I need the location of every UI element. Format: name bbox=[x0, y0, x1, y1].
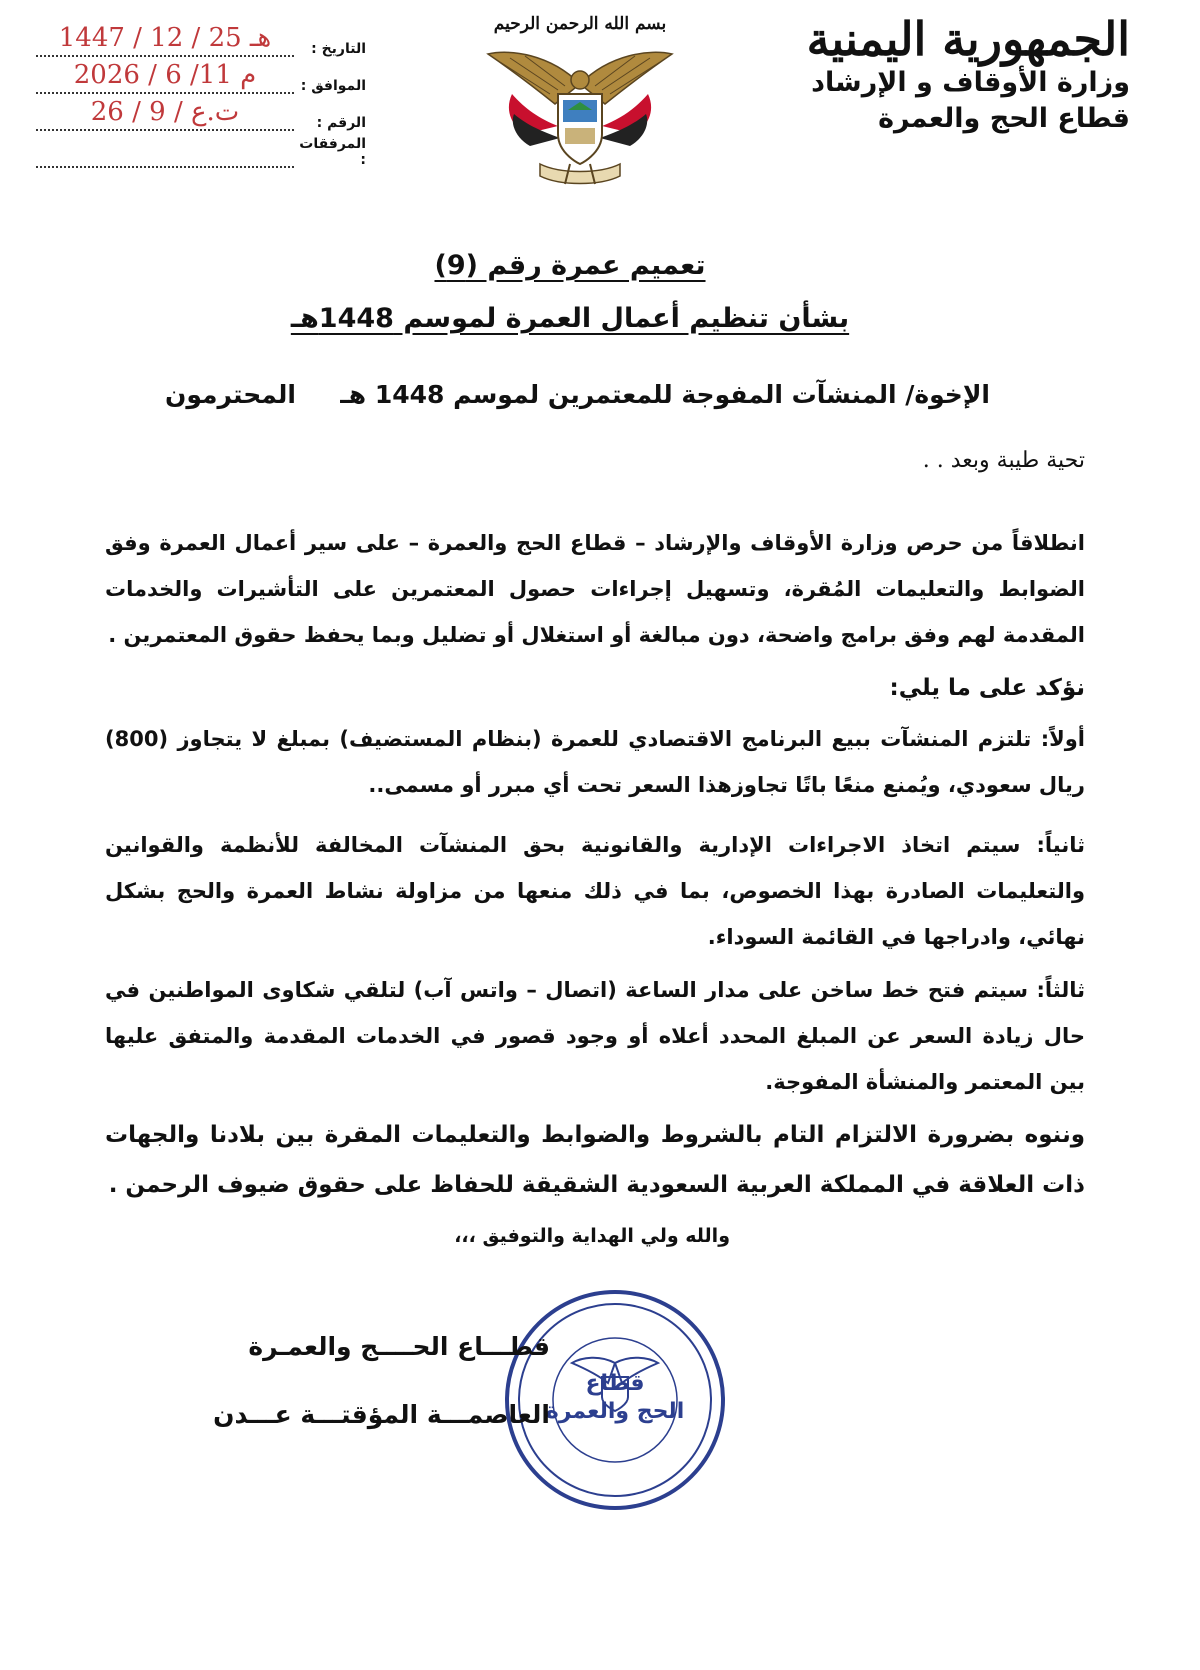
attachments-label: المرفقات : bbox=[299, 136, 366, 168]
stamp-line-1: قطاع bbox=[585, 1371, 645, 1396]
greeting: تحية طيبة وبعد . . bbox=[922, 448, 1085, 473]
date-label: التاريخ : bbox=[311, 41, 366, 57]
number-row bbox=[36, 94, 366, 131]
confirm-heading: نؤكد على ما يلي: bbox=[889, 675, 1085, 701]
yemen-emblem bbox=[470, 14, 690, 199]
stamp-line-2: الحج والعمرة bbox=[545, 1399, 685, 1424]
eagle-emblem-icon bbox=[470, 14, 690, 199]
signature-location: العاصمـــة المؤقتـــة عـــدن bbox=[213, 1400, 550, 1429]
corresponding-label: الموافق : bbox=[300, 78, 366, 94]
circular-title: تعميم عمرة رقم (9) bbox=[434, 250, 706, 281]
letterhead bbox=[770, 14, 1130, 137]
addressee-respected: المحترمون bbox=[165, 380, 296, 409]
reference-box bbox=[36, 20, 366, 168]
addressee: الإخوة/ المنشآت المفوجة للمعتمرين لموسم 1448 هـ bbox=[340, 380, 990, 409]
signature-sector: قطـــاع الحــــج والعمـرة bbox=[248, 1332, 550, 1361]
item-first: أولاً: تلتزم المنشآت ببيع البرنامج الاقتصادي للعمرة (بنظام المستضيف) بمبلغ لا يتجاوز (800) ريال سعودي، ويُمنع منعًا باتًا تجاوزهذا السعر تحت أي مبرر أو مسمى.. bbox=[105, 727, 1085, 797]
closing-paragraph: وننوه بضرورة الالتزام التام بالشروط والضوابط والتعليمات المقرة بين بلادنا والجهات ذات العلاقة في المملكة العربية السعودية الشقيقة للحفاظ على حقوق ضيوف الرحمن . bbox=[105, 1122, 1085, 1198]
attachments-value bbox=[36, 133, 294, 168]
date-row bbox=[36, 20, 366, 57]
basmala: بسم الله الرحمن الرحيم bbox=[493, 14, 667, 34]
number-label: الرقم : bbox=[316, 115, 366, 131]
item-third: ثالثاً: سيتم فتح خط ساخن على مدار الساعة (اتصال – واتس آب) لتلقي شكاوى المواطنين في حال زيادة السعر عن المبلغ المحدد أعلاه أو وجود قصور في الخدمات المقدمة والمتفق عليها بين المعتمر والمنشأة المفوجة. bbox=[105, 978, 1085, 1094]
number-value: ت.ع / 9 / 26 bbox=[36, 96, 294, 131]
republic-name: الجمهورية اليمنية bbox=[806, 12, 1130, 66]
sector-name: قطاع الحج والعمرة bbox=[878, 103, 1130, 135]
corresponding-value: 2026 / 6 /11 م bbox=[36, 59, 294, 94]
closing-phrase: والله ولي الهداية والتوفيق ،،، bbox=[454, 1225, 730, 1247]
circular-subject: بشأن تنظيم أعمال العمرة لموسم 1448هـ bbox=[290, 303, 850, 334]
attachments-row bbox=[36, 131, 366, 168]
date-value: 1447 / 12 / 25 هـ bbox=[36, 22, 294, 57]
corresponding-row bbox=[36, 57, 366, 94]
item-second: ثانياً: سيتم اتخاذ الاجراءات الإدارية والقانونية بحق المنشآت المخالفة للأنظمة والقوانين والتعليمات الصادرة بهذا الخصوص، بما في ذلك منعها من مزاولة نشاط العمرة والحج بشكل نهائي، وادراجها في القائمة السوداء. bbox=[105, 833, 1085, 949]
intro-paragraph: انطلاقاً من حرص وزارة الأوقاف والإرشاد – قطاع الحج والعمرة – على سير أعمال العمرة وفق الضوابط والتعليمات المُقرة، وتسهيل إجراءات حصول المعتمرين على التأشيرات والخدمات المقدمة لهم وفق برامج واضحة، دون مبالغة أو استغلال أو تضليل وبما يحفظ حقوق المعتمرين . bbox=[105, 531, 1085, 647]
ministry-name: وزارة الأوقاف و الإرشاد bbox=[811, 66, 1130, 98]
